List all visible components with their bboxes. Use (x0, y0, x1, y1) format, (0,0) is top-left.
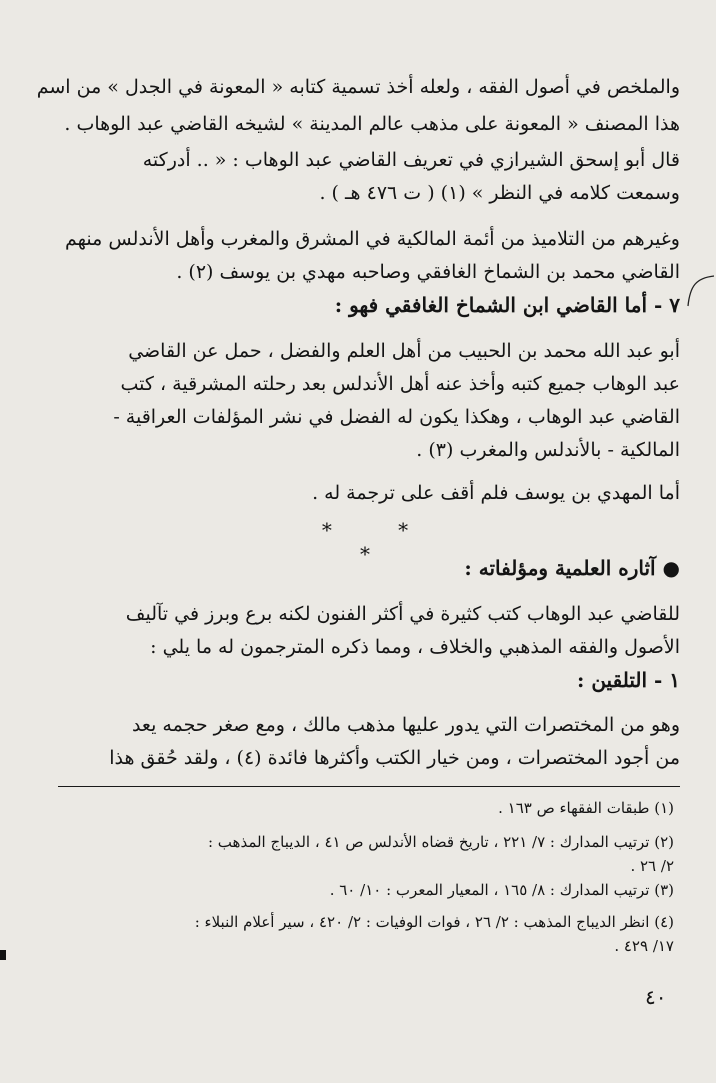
section-separator: * * * (321, 518, 439, 566)
body-line: أما المهدي بن يوسف فلم أقف على ترجمة له . (312, 482, 680, 504)
section-heading: ٧ - أما القاضي ابن الشماخ الغافقي فهو : (334, 293, 680, 317)
footnote: (٢) ترتيب المدارك : ٧/ ٢٢١ ، تاريخ قضاه الأندلس ص ٤١ ، الديباج المذهب : (207, 833, 674, 851)
footnote-rule (58, 786, 680, 787)
body-line: عبد الوهاب جميع كتبه وأخذ عنه أهل الأندلس بعد رحلته المشرقية ، كتب (120, 373, 680, 395)
margin-pen-mark (684, 272, 716, 312)
body-line: الأصول والفقه المذهبي والخلاف ، ومما ذكره المترجمون له ما يلي : (150, 636, 680, 658)
section-heading: ● آثاره العلمية ومؤلفاته : (464, 556, 680, 580)
body-line: وغيرهم من التلاميذ من أئمة المالكية في المشرق والمغرب وأهل الأندلس منهم (65, 228, 680, 250)
scan-edge-mark (0, 950, 6, 960)
footnote: ١٧/ ٤٢٩ . (614, 937, 674, 955)
body-line: وسمعت كلامه في النظر » (١) ( ت ٤٧٦ هـ ) . (319, 182, 680, 204)
body-line: المالكية - بالأندلس والمغرب (٣) . (416, 439, 680, 461)
footnote: (١) طبقات الفقهاء ص ١٦٣ . (498, 799, 674, 817)
body-line: أبو عبد الله محمد بن الحبيب من أهل العلم والفضل ، حمل عن القاضي (128, 340, 680, 362)
body-line: للقاضي عبد الوهاب كتب كثيرة في أكثر الفنون لكنه برع وبرز في تآليف (125, 603, 680, 625)
body-line: وهو من المختصرات التي يدور عليها مذهب مالك ، ومع صغر حجمه يعد (131, 714, 680, 736)
footnote: (٤) انظر الديباج المذهب : ٢/ ٢٦ ، فوات الوفيات : ٢/ ٤٢٠ ، سير أعلام النبلاء : (194, 913, 674, 931)
footnote: (٣) ترتيب المدارك : ٨/ ١٦٥ ، المعيار المعرب : ١٠/ ٦٠ . (329, 881, 674, 899)
body-line: والملخص في أصول الفقه ، ولعله أخذ تسمية كتابه « المعونة في الجدل » من اسم (36, 76, 680, 98)
body-line: القاضي محمد بن الشماخ الغافقي وصاحبه مهدي بن يوسف (٢) . (176, 261, 680, 283)
body-line: هذا المصنف « المعونة على مذهب عالم المدينة » لشيخه القاضي عبد الوهاب . (64, 113, 680, 135)
footnote: ٢/ ٢٦ . (630, 857, 674, 875)
body-line: من أجود المختصرات ، ومن خيار الكتب وأكثرها فائدة (٤) ، ولقد حُقق هذا (109, 747, 680, 769)
body-line: قال أبو إسحق الشيرازي في تعريف القاضي عبد الوهاب : « .. أدركته (142, 149, 680, 171)
page-number: ٤٠ (645, 985, 667, 1009)
body-line: القاضي عبد الوهاب ، وهكذا يكون له الفضل في نشر المؤلفات العراقية - (113, 406, 680, 428)
subsection-heading: ١ - التلقين : (576, 668, 680, 692)
